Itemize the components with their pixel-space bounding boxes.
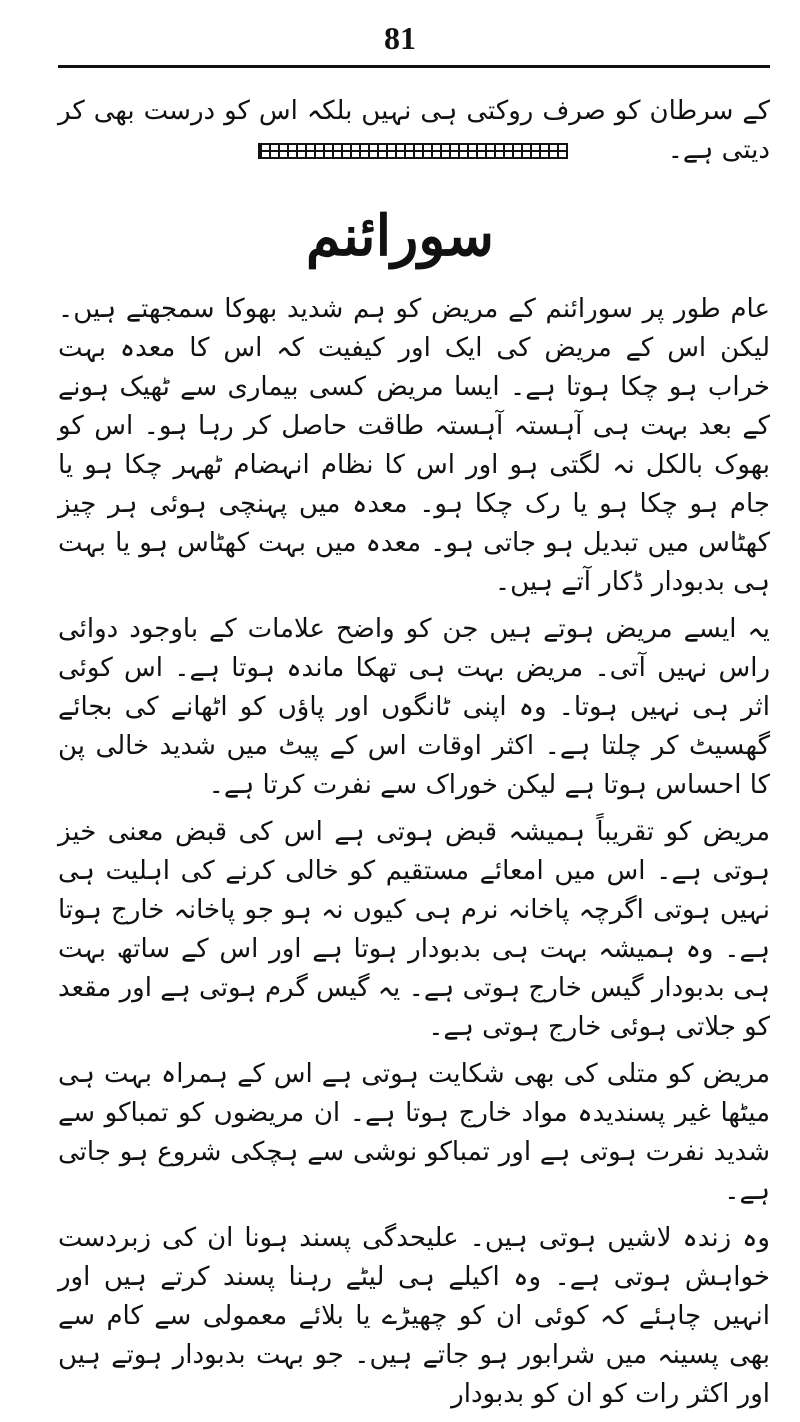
paragraph: وہ زندہ لاشیں ہوتی ہیں۔ علیحدگی پسند ہونا ان کی زبردست خواہش ہوتی ہے۔ وہ اکیلے ہی لیٹے رہنا پسند کرتے ہیں اور انہیں چاہئے کہ کوئی ان کو چھیڑے یا بلائے معمولی سے کام سے بھی پسینہ میں شرابور ہو جاتے ہیں۔ جو بہت بدبودار ہوتے ہیں اور اکثر رات کو ان کو بدبودار [58, 1223, 770, 1409]
paragraph: یہ ایسے مریض ہوتے ہیں جن کو واضح علامات کے باوجود دوائی راس نہیں آتی۔ مریض بہت ہی تھکا ماندہ ہوتا ہے۔ اس کوئی اثر ہی نہیں ہوتا۔ وہ اپنی ٹانگوں اور پاؤں کو اٹھانے کی بجائے گھسیٹ کر چلتا ہے۔ اکثر اوقات اس کے پیٹ میں شدید خالی پن کا احساس ہوتا ہے لیکن خوراک سے نفرت کرتا ہے۔ [58, 614, 770, 800]
section-title: سورائنم [305, 203, 495, 269]
page-number: 81 [384, 20, 416, 56]
carry-over-text: کے سرطان کو صرف روکتی ہی نہیں بلکہ اس کو درست بھی کر دیتی ہے۔ [58, 96, 770, 165]
section-body [58, 290, 770, 1422]
header-rule [58, 65, 770, 68]
paragraph: عام طور پر سورائنم کے مریض کو ہم شدید بھوکا سمجھتے ہیں۔ لیکن اس کے مریض کی ایک اور کیفیت کہ اس کا معدہ بہت خراب ہو چکا ہوتا ہے۔ ایسا مریض کسی بیماری سے ٹھیک ہونے کے بعد بہت ہی آہستہ آہستہ طاقت حاصل کر رہا ہو۔ اس کو بھوک بالکل نہ لگتی ہو اور اس کا نظام انہضام ٹھہر چکا ہو یا جام ہو چکا ہو یا رک چکا ہو۔ معدہ میں پہنچی ہوئی ہر چیز کھٹاس میں تبدیل ہو جاتی ہو۔ معدہ میں بہت کھٹاس ہو یا بہت ہی بدبودار ڈکار آتے ہیں۔ [58, 294, 770, 597]
paragraph: مریض کو تقریباً ہمیشہ قبض ہوتی ہے اس کی قبض معنی خیز ہوتی ہے۔ اس میں امعائے مستقیم کو خالی کرنے کی اہلیت ہی نہیں ہوتی اگرچہ پاخانہ نرم ہی کیوں نہ ہو جو پاخانہ خارج ہوتا ہے۔ وہ ہمیشہ بہت ہی بدبودار ہوتا ہے اور اس کے ساتھ بہت ہی بدبودار گیس خارج ہوتی ہے۔ یہ گیس گرم ہوتی ہے اور مقعد کو جلاتی ہوئی خارج ہوتی ہے۔ [58, 817, 770, 1042]
paragraph: مریض کو متلی کی بھی شکایت ہوتی ہے اس کے ہمراہ بہت ہی میٹھا غیر پسندیدہ مواد خارج ہوتا ہے۔ ان مریضوں کو تمباکو سے شدید نفرت ہوتی ہے اور تمباکو نوشی سے ہچکی شروع ہو جاتی ہے۔ [58, 1059, 770, 1206]
ornamental-divider [258, 143, 568, 159]
